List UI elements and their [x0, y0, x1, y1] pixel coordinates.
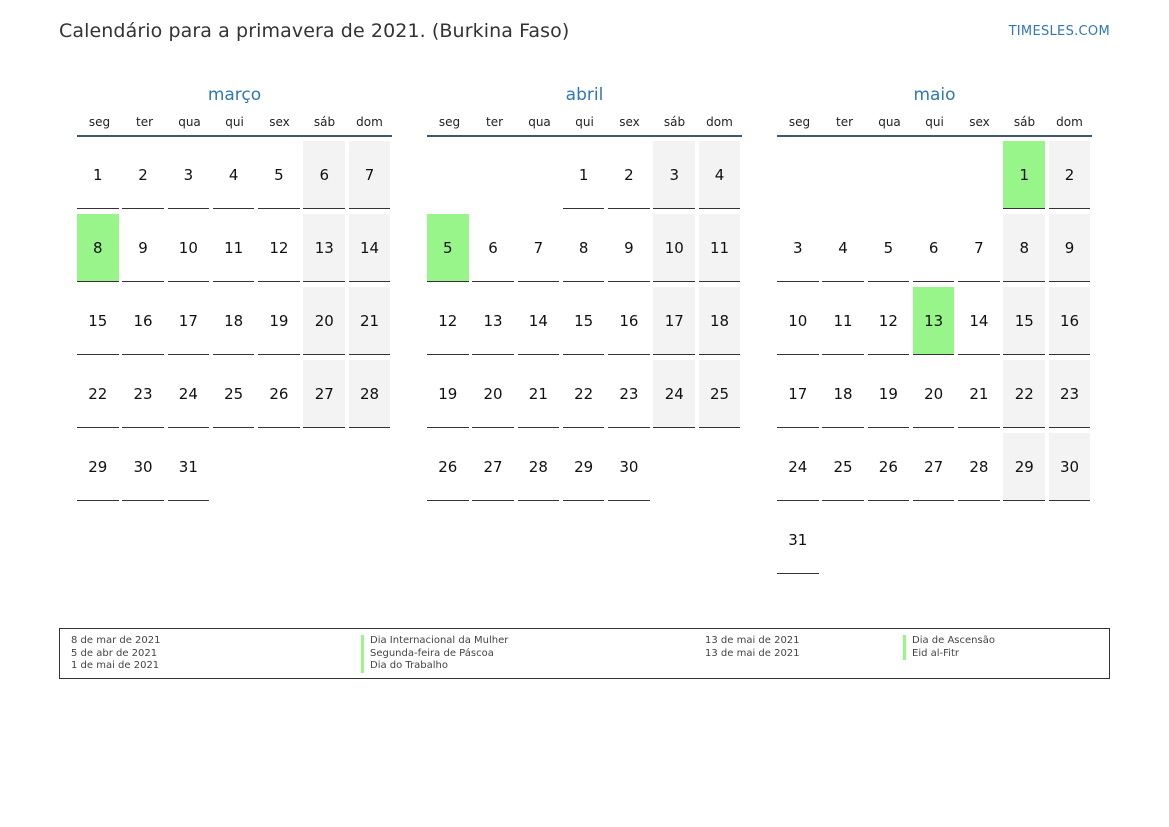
- day-cell[interactable]: 27: [303, 360, 345, 428]
- day-cell[interactable]: 21: [518, 360, 560, 428]
- weekday-label: sex: [969, 115, 990, 129]
- day-cell[interactable]: 16: [1049, 287, 1091, 355]
- weekday-label: qui: [575, 115, 594, 129]
- day-cell[interactable]: 17: [168, 287, 210, 355]
- day-cell[interactable]: 22: [77, 360, 119, 428]
- day-cell[interactable]: 21: [349, 287, 391, 355]
- day-cell[interactable]: 19: [258, 287, 300, 355]
- day-cell[interactable]: 2: [122, 141, 164, 209]
- legend-dates-left: [71, 635, 161, 673]
- day-cell[interactable]: 19: [868, 360, 910, 428]
- weekday-label: seg: [788, 115, 811, 129]
- weekday-label: seg: [88, 115, 111, 129]
- day-cell[interactable]: 31: [777, 506, 819, 574]
- day-cell[interactable]: 6: [472, 214, 514, 282]
- weekday-label: sáb: [1013, 115, 1036, 129]
- day-cell[interactable]: 1: [563, 141, 605, 209]
- weekday-label: ter: [485, 115, 504, 129]
- day-grid: [77, 141, 395, 506]
- legend-date: 8 de mar de 2021: [71, 635, 161, 646]
- empty-cell: [913, 141, 955, 209]
- empty-cell: [427, 141, 469, 209]
- day-cell[interactable]: 8: [563, 214, 605, 282]
- day-cell[interactable]: 4: [699, 141, 741, 209]
- day-cell[interactable]: 11: [822, 287, 864, 355]
- day-cell[interactable]: 4: [822, 214, 864, 282]
- legend-holiday-name: Dia Internacional da Mulher: [361, 635, 508, 648]
- day-cell[interactable]: 25: [213, 360, 255, 428]
- day-cell[interactable]: 23: [122, 360, 164, 428]
- day-cell[interactable]: 1: [77, 141, 119, 209]
- day-cell[interactable]: 15: [77, 287, 119, 355]
- day-cell[interactable]: 18: [822, 360, 864, 428]
- day-cell[interactable]: 17: [653, 287, 695, 355]
- weekday-label: qui: [225, 115, 244, 129]
- month-may: [777, 84, 1092, 579]
- day-grid: [427, 141, 745, 506]
- legend-names-left: [361, 635, 508, 673]
- day-cell[interactable]: 3: [777, 214, 819, 282]
- holiday-legend: [59, 628, 1110, 679]
- day-cell[interactable]: 13: [472, 287, 514, 355]
- day-cell[interactable]: 11: [699, 214, 741, 282]
- empty-cell: [518, 141, 560, 209]
- page-title: Calendário para a primavera de 2021. (Burkina Faso): [59, 20, 570, 42]
- weekday-label: qua: [878, 115, 901, 129]
- day-cell[interactable]: 23: [1049, 360, 1091, 428]
- weekday-label: ter: [835, 115, 854, 129]
- day-cell[interactable]: 19: [427, 360, 469, 428]
- empty-cell: [868, 141, 910, 209]
- empty-cell: [822, 141, 864, 209]
- weekday-header: [777, 115, 1092, 137]
- legend-dates-right: [705, 635, 800, 660]
- day-cell[interactable]: 2: [608, 141, 650, 209]
- day-cell[interactable]: 7: [518, 214, 560, 282]
- day-cell[interactable]: 29: [1003, 433, 1045, 501]
- day-cell[interactable]: 20: [303, 287, 345, 355]
- month-name: abril: [565, 85, 604, 105]
- month-name: maio: [913, 85, 956, 105]
- empty-cell: [958, 141, 1000, 209]
- legend-date: 1 de mai de 2021: [71, 660, 160, 671]
- day-cell[interactable]: 26: [258, 360, 300, 428]
- day-cell[interactable]: 13: [303, 214, 345, 282]
- weekday-header: [77, 115, 392, 137]
- day-cell[interactable]: 28: [518, 433, 560, 501]
- day-cell[interactable]: 12: [258, 214, 300, 282]
- day-cell[interactable]: 15: [563, 287, 605, 355]
- weekday-label: ter: [135, 115, 154, 129]
- weekday-label: sáb: [313, 115, 336, 129]
- holiday-day-cell[interactable]: 13: [913, 287, 955, 355]
- day-cell[interactable]: 30: [1049, 433, 1091, 501]
- day-cell[interactable]: 30: [122, 433, 164, 501]
- day-cell[interactable]: 9: [122, 214, 164, 282]
- legend-date: 5 de abr de 2021: [71, 647, 158, 659]
- day-cell[interactable]: 12: [427, 287, 469, 355]
- holiday-day-cell[interactable]: 5: [427, 214, 469, 282]
- day-cell[interactable]: 8: [1003, 214, 1045, 282]
- weekday-label: qui: [925, 115, 944, 129]
- day-cell[interactable]: 15: [1003, 287, 1045, 355]
- empty-cell: [472, 141, 514, 209]
- weekday-label: dom: [706, 115, 733, 129]
- day-cell[interactable]: 28: [958, 433, 1000, 501]
- day-cell[interactable]: 17: [777, 360, 819, 428]
- legend-date: 13 de mai de 2021: [705, 647, 800, 659]
- day-cell[interactable]: 10: [168, 214, 210, 282]
- weekday-label: seg: [438, 115, 461, 129]
- holiday-day-cell[interactable]: 1: [1003, 141, 1045, 209]
- day-cell[interactable]: 24: [168, 360, 210, 428]
- day-cell[interactable]: 27: [913, 433, 955, 501]
- weekday-label: sex: [269, 115, 290, 129]
- day-cell[interactable]: 25: [699, 360, 741, 428]
- day-cell[interactable]: 11: [213, 214, 255, 282]
- month-april: [427, 84, 742, 506]
- day-cell[interactable]: 2: [1049, 141, 1091, 209]
- day-cell[interactable]: 10: [653, 214, 695, 282]
- day-cell[interactable]: 14: [349, 214, 391, 282]
- day-cell[interactable]: 4: [213, 141, 255, 209]
- weekday-label: sex: [619, 115, 640, 129]
- weekday-label: qua: [178, 115, 201, 129]
- holiday-day-cell[interactable]: 8: [77, 214, 119, 282]
- day-cell[interactable]: 21: [958, 360, 1000, 428]
- day-cell[interactable]: 5: [868, 214, 910, 282]
- day-cell[interactable]: 30: [608, 433, 650, 501]
- day-cell[interactable]: 22: [563, 360, 605, 428]
- day-cell[interactable]: 7: [958, 214, 1000, 282]
- legend-date: 13 de mai de 2021: [705, 635, 800, 646]
- day-cell[interactable]: 24: [653, 360, 695, 428]
- day-cell[interactable]: 28: [349, 360, 391, 428]
- legend-holiday-name: Dia do Trabalho: [361, 660, 508, 673]
- day-cell[interactable]: 29: [77, 433, 119, 501]
- day-cell[interactable]: 7: [349, 141, 391, 209]
- day-cell[interactable]: 9: [608, 214, 650, 282]
- legend-holiday-name: Segunda-feira de Páscoa: [361, 648, 508, 661]
- day-cell[interactable]: 6: [303, 141, 345, 209]
- day-cell[interactable]: 27: [472, 433, 514, 501]
- month-march: [77, 84, 392, 506]
- weekday-label: dom: [356, 115, 383, 129]
- month-name: março: [207, 85, 262, 105]
- legend-holiday-name: Dia de Ascensão: [903, 635, 995, 648]
- day-cell[interactable]: 16: [122, 287, 164, 355]
- day-cell[interactable]: 23: [608, 360, 650, 428]
- day-cell[interactable]: 20: [472, 360, 514, 428]
- day-cell[interactable]: 25: [822, 433, 864, 501]
- day-cell[interactable]: 3: [168, 141, 210, 209]
- weekday-label: dom: [1056, 115, 1083, 129]
- day-cell[interactable]: 10: [777, 287, 819, 355]
- weekday-label: qua: [528, 115, 551, 129]
- legend-names-right: [903, 635, 995, 660]
- day-cell[interactable]: 29: [563, 433, 605, 501]
- day-cell[interactable]: 9: [1049, 214, 1091, 282]
- day-cell[interactable]: 18: [213, 287, 255, 355]
- day-cell[interactable]: 12: [868, 287, 910, 355]
- day-cell[interactable]: 22: [1003, 360, 1045, 428]
- day-cell[interactable]: 3: [653, 141, 695, 209]
- day-cell[interactable]: 18: [699, 287, 741, 355]
- empty-cell: [777, 141, 819, 209]
- weekday-header: [427, 115, 742, 137]
- day-cell[interactable]: 14: [518, 287, 560, 355]
- legend-holiday-name: Eid al-Fitr: [903, 648, 995, 661]
- day-cell[interactable]: 14: [958, 287, 1000, 355]
- day-cell[interactable]: 16: [608, 287, 650, 355]
- day-cell[interactable]: 24: [777, 433, 819, 501]
- day-cell[interactable]: 31: [168, 433, 210, 501]
- day-cell[interactable]: 5: [258, 141, 300, 209]
- day-grid: [777, 141, 1095, 579]
- weekday-label: sáb: [663, 115, 686, 129]
- day-cell[interactable]: 6: [913, 214, 955, 282]
- brand-link[interactable]: TIMESLES.COM: [1008, 24, 1110, 39]
- day-cell[interactable]: 26: [427, 433, 469, 501]
- day-cell[interactable]: 26: [868, 433, 910, 501]
- day-cell[interactable]: 20: [913, 360, 955, 428]
